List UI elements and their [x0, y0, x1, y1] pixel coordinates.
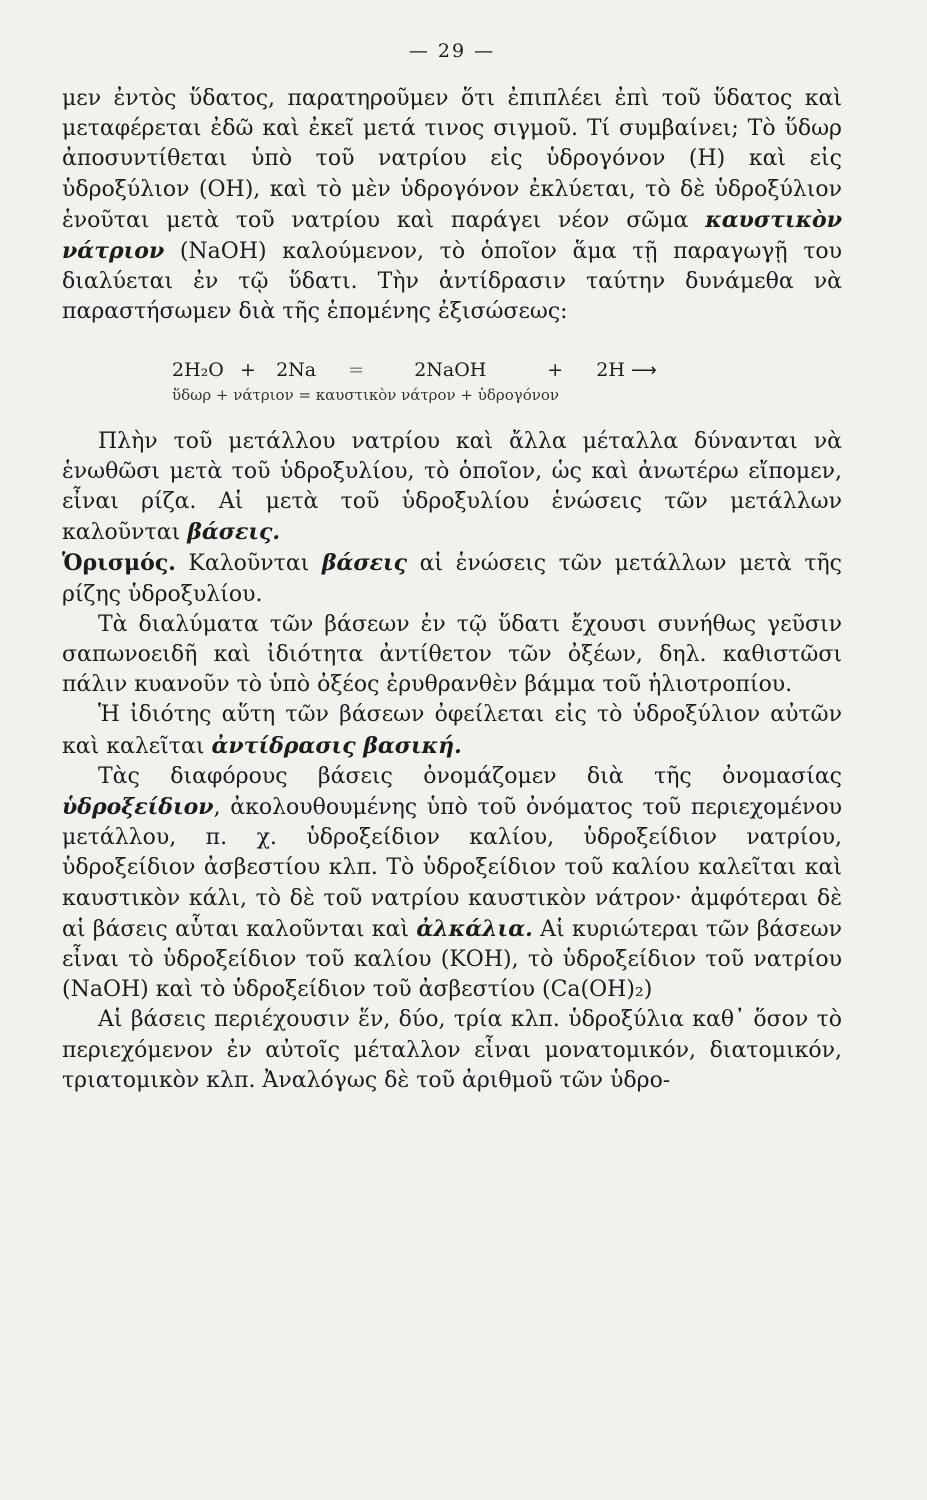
- chemical-equation: [62, 358, 842, 407]
- paragraph-other-metals: [62, 427, 842, 549]
- term-alkalis: ἀλκάλια.: [416, 915, 533, 942]
- paragraph-sodium-reaction: [62, 84, 842, 328]
- paragraph-text: Καλοῦνται: [175, 551, 322, 577]
- equation-formula: [172, 358, 842, 383]
- paragraph-definition: [62, 548, 842, 609]
- definition-title: Ὁρισμός.: [62, 550, 176, 577]
- paragraph-text: Ἡ ἰδιότης αὕτη τῶν βάσεων ὀφείλεται εἰς τὸ ὑδροξύλιον αὐτῶν καὶ καλεῖται: [62, 702, 842, 759]
- paragraph-solutions: Τὰ διαλύματα τῶν βάσεων ἐν τῷ ὕδατι ἔχουσι συνήθως γεῦσιν σαπωνοειδῆ καὶ ἰδιότητα ἀντίθετον τῶν ὀξέων, δηλ. καθιστῶσι πάλιν κυανοῦν τὸ ὑπὸ ὀξέος ἐρυθρανθὲν βάμμα τοῦ ἡλιοτροπίου.: [62, 611, 842, 698]
- paragraph-text: (NaOH) καλούμενον, τὸ ὁποῖον ἅμα τῇ παραγωγῇ του διαλύεται ἐν τῷ ὕδατι. Τὴν ἀντίδρασιν ταύτην δυνάμεθα νὰ παραστήσωμεν διὰ τῆς ἑπομένης ἐξισώσεως:: [62, 239, 842, 325]
- book-page: [62, 40, 842, 1460]
- arrow-icon: ⟶: [631, 359, 657, 381]
- eq-equals: =: [348, 358, 365, 381]
- paragraph-text: Τὰς διαφόρους βάσεις ὀνομάζομεν διὰ τῆς ὀνομασίας: [98, 763, 842, 789]
- eq-plus: +: [547, 358, 564, 381]
- eq-plus: +: [240, 358, 256, 381]
- eq-term-naoh: 2NaOH: [414, 358, 487, 381]
- eq-term-sodium: 2Na: [276, 358, 317, 381]
- term-basic-reaction: ἀντίδρασις βασική.: [211, 732, 462, 759]
- page-number: — 29 —: [408, 40, 496, 62]
- term-caustic-sodium: καυστικὸν νάτριον: [62, 206, 842, 265]
- term-hydroxide: ὑδροξείδιον: [62, 794, 214, 821]
- paragraph-text: Αἱ κυριώτεραι τῶν βάσεων εἶναι τὸ ὑδροξείδιον τοῦ καλίου (ΚΟΗ), τὸ ὑδροξείδιον τοῦ νατρίου (NaOH) καὶ τὸ ὑδροξείδιον τοῦ ἀσβεστίου (Ca(OH)₂): [62, 916, 842, 1003]
- paragraph-valence: Αἱ βάσεις περιέχουσιν ἕν, δύο, τρία κλπ. ὑδροξύλια καθ᾽ ὅσον τὸ περιεχόμενον ἐν αὐτοῖς μέταλλον εἶναι μονατομικόν, διατομικόν, τριατομικὸν κλπ. Ἀναλόγως δὲ τοῦ ἀριθμοῦ τῶν ὑδρο-: [62, 1007, 842, 1093]
- paragraph-naming: [62, 762, 842, 1006]
- paragraph-text: αἱ ἑνώσεις τῶν μετάλλων μετὰ τῆς ρίζης ὑδροξυλίου.: [62, 551, 842, 607]
- paragraph-basic-reaction: [62, 700, 842, 761]
- equation-words: ὕδωρ + νάτριον = καυστικὸν νάτρον + ὑδρογόνον: [172, 385, 560, 404]
- term-bases: βάσεις: [321, 550, 408, 577]
- eq-term-water: 2H₂O: [172, 358, 224, 381]
- paragraph-text: Πλὴν τοῦ μετάλλου νατρίου καὶ ἄλλα μέταλλα δύνανται νὰ ἑνωθῶσι μετὰ τοῦ ὑδροξυλίου, τὸ ὁποῖον, ὡς καὶ ἀνωτέρω εἴπομεν, εἶναι ρίζα. Αἱ μετὰ τοῦ ὑδροξυλίου ἑνώσεις τῶν μετάλλων καλοῦνται: [62, 428, 842, 546]
- eq-term-hydrogen: 2H: [596, 358, 625, 381]
- paragraph-text: μεν ἐντὸς ὕδατος, παρατηροῦμεν ὅτι ἐπιπλέει ἐπὶ τοῦ ὕδατος καὶ μεταφέρεται ἐδῶ καὶ ἐκεῖ μετά τινος σιγμοῦ. Τί συμβαίνει; Τὸ ὕδωρ ἀποσυντίθεται ὑπὸ τοῦ νατρίου εἰς ὑδρογόνον (Η) καὶ εἰς ὑδροξύλιον (ΟΗ), καὶ τὸ μὲν ὑδρογόνον ἐκλύεται, τὸ δὲ ὑδροξύλιον ἑνοῦται μετὰ τοῦ νατρίου καὶ παράγει νέον σῶμα: [62, 86, 842, 233]
- term-bases: βάσεις.: [187, 519, 281, 546]
- paragraph-text: , ἀκολουθουμένης ὑπὸ τοῦ ὀνόματος τοῦ περιεχομένου μετάλλου, π. χ. ὑδροξείδιον καλίου, ὑδροξείδιον νατρίου, ὑδροξείδιον ἀσβεστίου κλπ. Τὸ ὑδροξείδιον τοῦ καλίου καλεῖται καὶ καυστικὸν κάλι, τὸ δὲ τοῦ νατρίου καυστικὸν νάτρον· ἀμφότεραι δὲ αἱ βάσεις αὗται καλοῦνται καὶ: [62, 795, 842, 942]
